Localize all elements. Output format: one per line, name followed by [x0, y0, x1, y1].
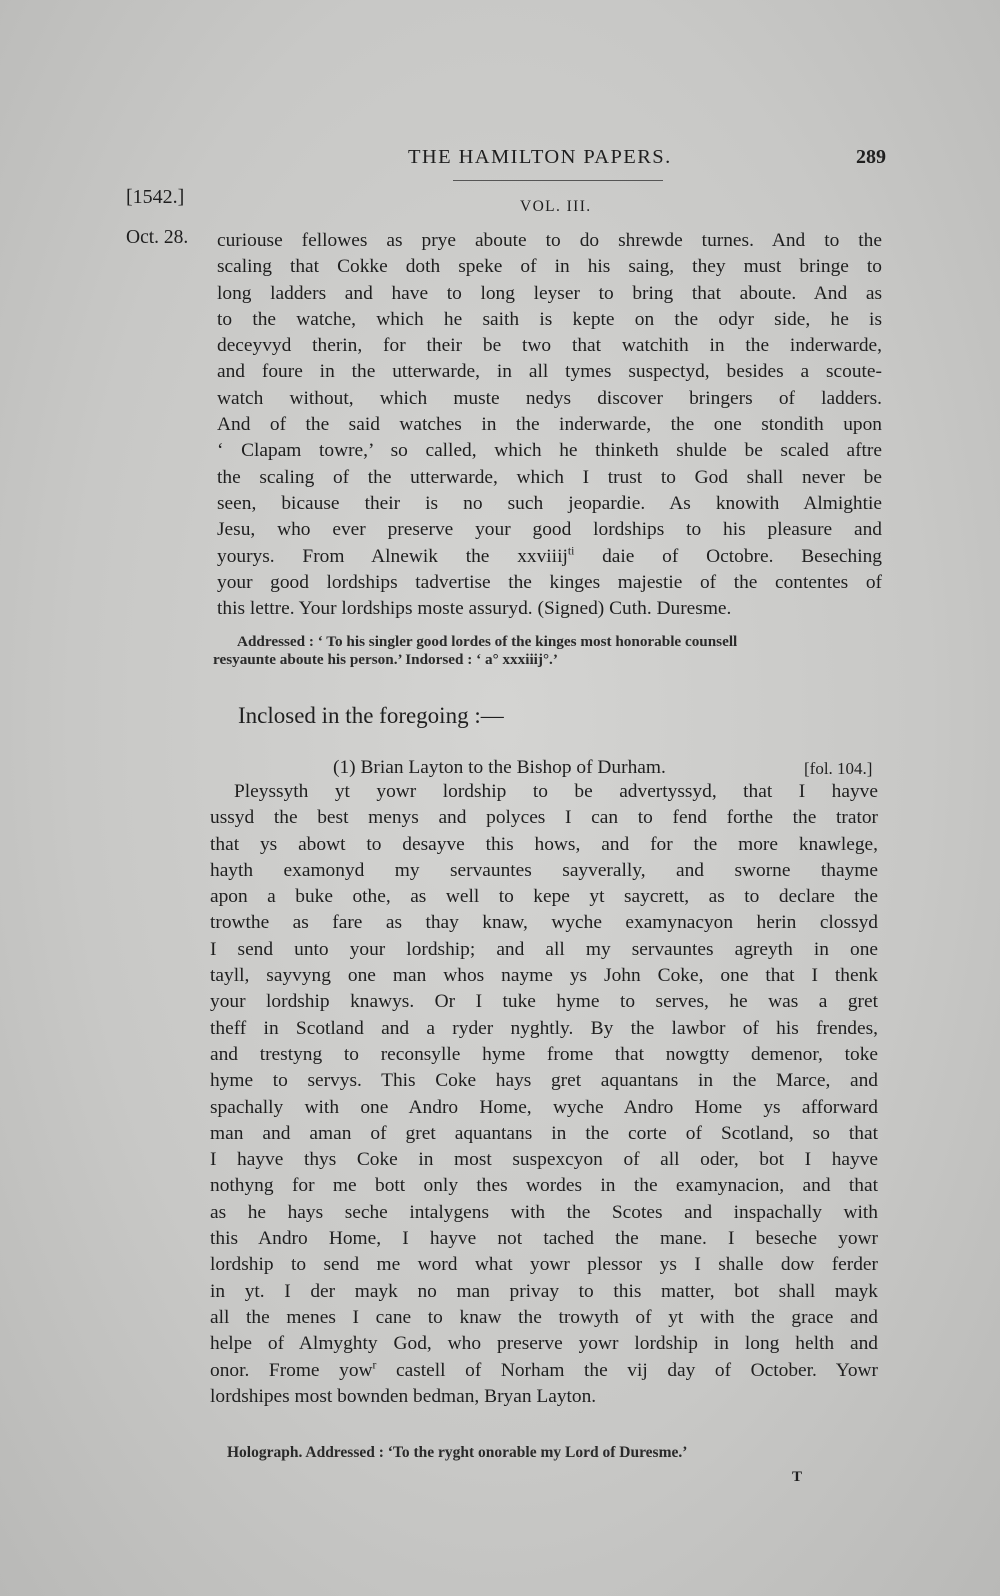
enclosure-title: (1) Brian Layton to the Bishop of Durham.	[333, 757, 666, 778]
text-line	[217, 544, 882, 570]
enclosure-body	[210, 779, 878, 1410]
holograph-note: Holograph. Addressed : ‘To the ryght onorable my Lord of Duresme.’	[227, 1444, 688, 1461]
note-line: Addressed : ‘ To his singler good lordes of the kinges most honorable counsell	[237, 633, 738, 650]
text-line: this Andro Home, I hayve not tached the mane. I beseche yowr	[210, 1228, 878, 1250]
text-line: the scaling of the utterwarde, which I trust to God shall never be	[217, 466, 882, 488]
text-segment: daie of Octobre. Beseching	[574, 545, 882, 567]
header-rule	[453, 180, 663, 181]
text-line: hyme to servys. This Coke hays gret aquantans in the Marce, and	[210, 1070, 878, 1092]
text-segment: yourys. From Alnewik the xxviiij	[217, 545, 568, 567]
text-line: theff in Scotland and a ryder nyghtly. By the lawbor of his frendes,	[210, 1017, 878, 1039]
text-line: lordship to send me word what yowr plessor ys I shalle dow ferder	[210, 1254, 878, 1276]
text-line: all the menes I cane to knaw the trowyth of yt with the grace and	[210, 1306, 878, 1328]
signature-mark: T	[792, 1469, 803, 1485]
section-heading: Inclosed in the foregoing :—	[238, 703, 504, 728]
letter-body	[217, 228, 882, 622]
margin-date: Oct. 28.	[126, 227, 189, 248]
text-line: that ys abowt to desayve this hows, and for the more knawlege,	[210, 833, 878, 855]
margin-year: [1542.]	[126, 186, 185, 208]
text-line: and trestyng to reconsylle hyme frome that nowgtty demenor, toke	[210, 1043, 878, 1065]
page-number: 289	[856, 146, 886, 168]
text-line: hayth examonyd my servauntes sayverally, and sworne thayme	[210, 859, 878, 881]
text-line: as he hays seche intalygens with the Scotes and inspachally with	[210, 1201, 878, 1223]
folio-reference: [fol. 104.]	[804, 759, 873, 778]
text-segment: onor. Frome yow	[210, 1359, 373, 1381]
text-line: ussyd the best menys and polyces I can to fend forthe the trator	[210, 807, 878, 829]
text-line: trowthe as fare as thay knaw, wyche examynacyon herin clossyd	[210, 912, 878, 934]
text-line: ‘ Clapam towre,’ so called, which he thinketh shulde be scaled aftre	[217, 440, 882, 462]
text-line: Jesu, who ever preserve your good lordships to his pleasure and	[217, 519, 882, 541]
text-line: watch without, which muste nedys discover bringers of ladders.	[217, 387, 882, 409]
text-line: and foure in the utterwarde, in all tymes suspectyd, besides a scoute-	[217, 361, 882, 383]
text-line: nothyng for me bott only thes wordes in the examynacion, and that	[210, 1175, 878, 1197]
text-line: seen, bicause their is no such jeopardie. As knowith Almightie	[217, 492, 882, 514]
text-line: curiouse fellowes as prye aboute to do shrewde turnes. And to the	[217, 230, 882, 251]
text-line: your lordship knawys. Or I tuke hyme to serves, he was a gret	[210, 991, 878, 1013]
text-line: I send unto your lordship; and all my servauntes agreyth in one	[210, 938, 878, 960]
text-line: I hayve thys Coke in most suspexcyon of all oder, bot I hayve	[210, 1149, 878, 1171]
text-line: lordshipes most bownden bedman, Bryan Layton.	[210, 1385, 597, 1407]
text-line: And of the said watches in the inderwarde, the one stondith upon	[217, 414, 882, 436]
text-line: to the watche, which he saith is kepte on the odyr side, he is	[217, 308, 882, 330]
superscript: r	[372, 1358, 377, 1372]
text-line	[210, 1358, 878, 1384]
text-line: apon a buke othe, as well to kepe yt saycrett, as to declare the	[210, 886, 878, 908]
superscript: ti	[567, 544, 575, 558]
text-line: in yt. I der mayk no man privay to this matter, bot shall mayk	[210, 1280, 878, 1302]
text-line: long ladders and have to long leyser to bring that aboute. And as	[217, 282, 882, 304]
text-line: spachally with one Andro Home, wyche Andro Home ys afforward	[210, 1096, 878, 1118]
note-line: resyaunte aboute his person.’ Indorsed : ‘ a° xxxiiij°.’	[213, 651, 558, 668]
text-line: tayll, sayvyng one man whos nayme ys John Coke, one that I thenk	[210, 965, 878, 987]
text-line: helpe of Almyghty God, who preserve yowr lordship in long helth and	[210, 1333, 878, 1355]
text-line: this lettre. Your lordships moste assuryd. (Signed) Cuth. Duresme.	[217, 598, 732, 620]
text-line: man and aman of gret aquantans in the corte of Scotland, so that	[210, 1122, 878, 1144]
address-note	[213, 633, 882, 669]
text-segment: castell of Norham the vij day of October. Yowr	[376, 1359, 878, 1381]
text-line: Pleyssyth yt yowr lordship to be advertyssyd, that I hayve	[234, 781, 878, 802]
running-title: THE HAMILTON PAPERS.	[408, 146, 672, 168]
text-line: scaling that Cokke doth speke of in his saing, they must bringe to	[217, 256, 882, 278]
text-line: deceyvyd therin, for their be two that watchith in the inderwarde,	[217, 335, 882, 357]
volume-label: VOL. III.	[520, 198, 592, 215]
text-line: your good lordships tadvertise the kinges majestie of the contentes of	[217, 571, 882, 593]
